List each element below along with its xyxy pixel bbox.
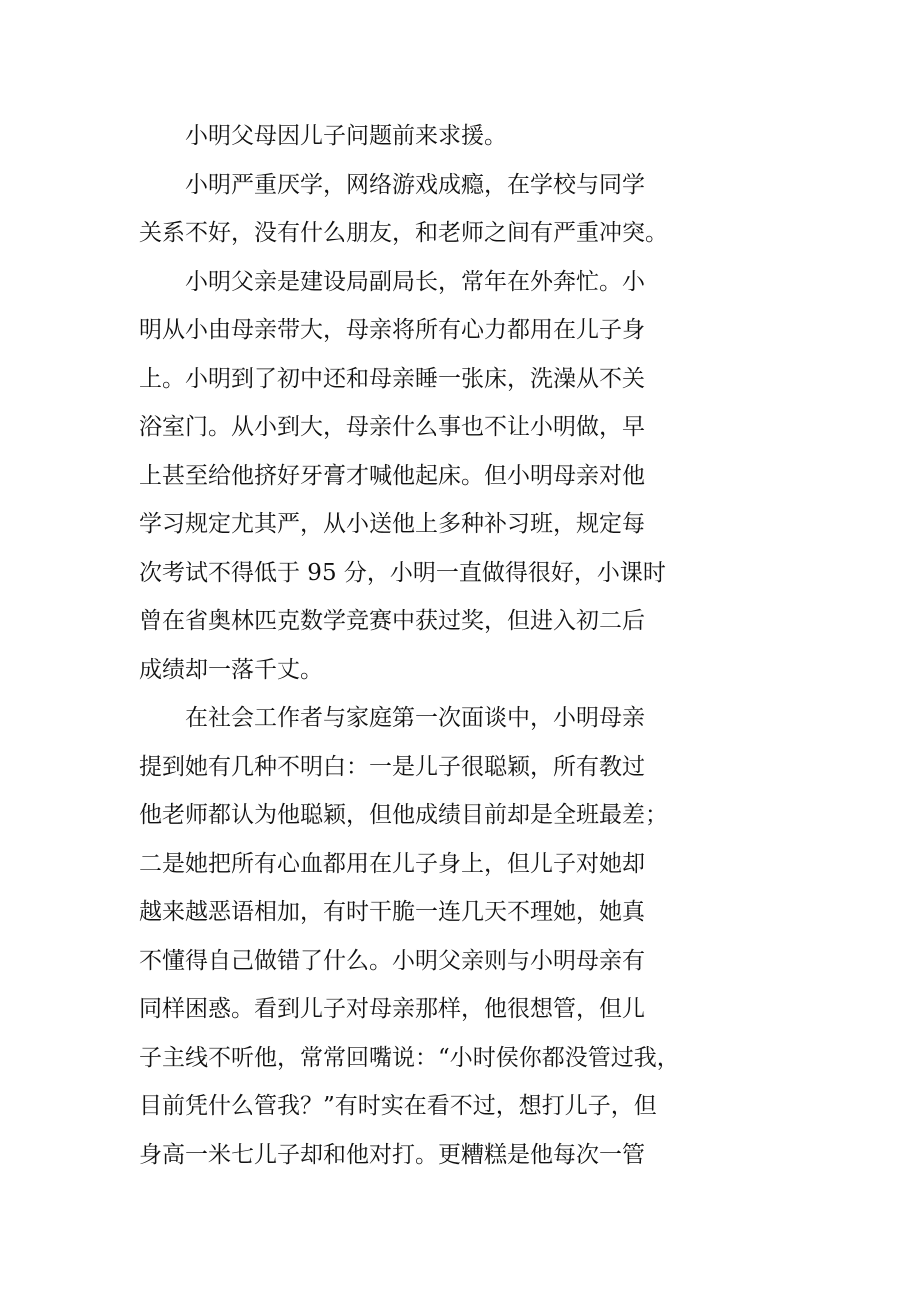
paragraph-3-line-1: 小明父亲是建设局副局长，常年在外奔忙。小 <box>185 268 645 295</box>
paragraph-3-line-6: 学习规定尤其严，从小送他上多种补习班，规定每 <box>139 511 645 537</box>
paragraph-4-line-6: 不懂得自己做错了什么。小明父亲则与小明母亲有 <box>139 947 645 974</box>
paragraph-1-line-1: 小明父母因儿子问题前来求援。 <box>185 123 507 149</box>
paragraph-4-line-4: 二是她把所有心血都用在儿子身上，但儿子对她却 <box>139 850 645 877</box>
paragraph-4-line-9: 目前凭什么管我？”有时实在看不过，想打儿子，但 <box>139 1093 657 1119</box>
paragraph-4-line-2: 提到她有几种不明白：一是儿子很聪颖，所有教过 <box>139 753 645 780</box>
paragraph-3-line-4: 浴室门。从小到大，母亲什么事也不让小明做，早 <box>139 414 645 440</box>
paragraph-2-line-1: 小明严重厌学，网络游戏成瘾，在学校与同学 <box>185 171 645 198</box>
paragraph-4-line-1: 在社会工作者与家庭第一次面谈中，小明母亲 <box>185 705 645 731</box>
paragraph-4-line-5: 越来越恶语相加，有时干脆一连几天不理她，她真 <box>139 899 645 925</box>
paragraph-4-line-3: 他老师都认为他聪颖，但他成绩目前却是全班最差； <box>139 802 668 828</box>
paragraph-4-line-7: 同样困惑。看到儿子对母亲那样，他很想管，但儿 <box>139 996 645 1022</box>
paragraph-3-line-3: 上。小明到了初中还和母亲睡一张床，洗澡从不关 <box>139 365 645 392</box>
paragraph-4-line-8: 子主线不听他，常常回嘴说：“小时侯你都没管过我， <box>139 1044 680 1071</box>
paragraph-3-line-9: 成绩却一落千丈。 <box>139 656 323 683</box>
paragraph-3-line-8: 曾在省奥林匹克数学竞赛中获过奖，但进入初二后 <box>139 608 645 634</box>
paragraph-3-line-7: 次考试不得低于 95 分，小明一直做得很好，小课时 <box>139 559 666 586</box>
paragraph-2-line-2: 关系不好，没有什么朋友，和老师之间有严重冲突。 <box>139 220 668 246</box>
body-text <box>139 112 680 1179</box>
paragraph-3-line-2: 明从小由母亲带大，母亲将所有心力都用在儿子身 <box>139 317 645 343</box>
paragraph-3-line-5: 上甚至给他挤好牙膏才喊他起床。但小明母亲对他 <box>139 462 645 489</box>
paragraph-4-line-10: 身高一米七儿子却和他对打。更糟糕是他每次一管 <box>139 1141 645 1168</box>
